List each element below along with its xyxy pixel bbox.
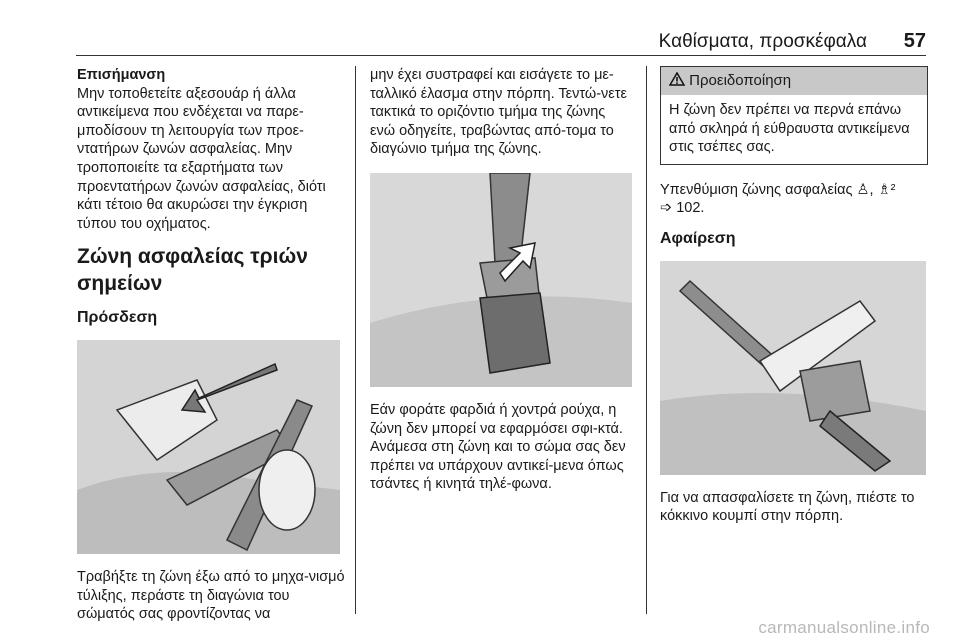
subsection-heading: Πρόσδεση (77, 309, 158, 327)
page-number: 57 (903, 30, 926, 52)
reminder-text: Υπενθύμιση ζώνης ασφαλείας (660, 181, 853, 198)
section-heading: Ζώνη ασφαλείας τριών σημείων (77, 245, 308, 296)
note-text: Μην τοποθετείτε αξεσουάρ ή άλλα αντικείμενα που ενδέχεται να παρε‐μποδίσουν τη λειτουργία των προε‐ντατήρων ζωνών ασφαλείας. Μην τροποποιείτε τα εξαρτήματα των προεντατήρων ζωνών ασφαλείας, διότι κάτι τέτοιο θα ακυρώσει την έγκριση τύπου του οχήματος. (77, 85, 326, 232)
warning-box (660, 66, 928, 165)
fastening-illustration (77, 340, 340, 554)
unfastening-illustration (660, 261, 926, 475)
unfastening-caption: Για να απασφαλίσετε τη ζώνη, πιέστε το κόκκινο κουμπί στην πόρπη. (660, 489, 915, 525)
column-middle (370, 66, 632, 494)
clothing-text: Εάν φοράτε φαρδιά ή χοντρά ρούχα, η ζώνη δεν μπορεί να εφαρμόσει σφι‐κτά. Ανάμεσα στη ζώνη και το σώμα σας δεν πρέπει να υπάρχουν αντικεί‐μενα όπως τσάντες ή κινητά τηλέ‐φωνα. (370, 401, 626, 493)
note-title: Επισήμανση (77, 67, 166, 83)
warning-header (661, 67, 927, 95)
buckle-illustration (370, 173, 632, 387)
page-reference-link[interactable]: 102. (676, 200, 705, 217)
seatbelt-reminder-rear-icon: ♗² (877, 181, 896, 198)
seatbelt-reminder-icon: ♙ (856, 181, 870, 198)
tightening-text: μην έχει συστραφεί και εισάγετε το με‐ταλλικό έλασμα στην πόρπη. Τεντώ‐νετε τακτικά το οριζόντιο τμήμα της ζώνης ενώ οδηγείτε, τραβώντας από‐τομα το διαγώνιο τμήμα της ζώνης. (370, 67, 627, 158)
warning-title: Προειδοποίηση (689, 72, 792, 89)
subsection-heading: Αφαίρεση (660, 229, 736, 247)
column-divider (646, 66, 647, 614)
warning-triangle-icon (669, 72, 685, 86)
page-reference-icon: ➩ (660, 200, 673, 217)
fastening-caption: Τραβήξτε τη ζώνη έξω από το μηχα‐νισμό τύλιξης, περάστε τη διαγώνια του σώματός σας φροντίζοντας να (77, 568, 345, 623)
header-title: Καθίσματα, προσκέφαλα (658, 31, 867, 52)
column-divider (355, 66, 356, 614)
header-rule (76, 55, 926, 56)
watermark: carmanualsonline.info (758, 618, 930, 637)
column-right (660, 66, 928, 526)
warning-text: Η ζώνη δεν πρέπει να περνά επάνω από σκληρά ή εύθραυστα αντικείμενα στις τσέπες σας. (669, 102, 910, 156)
column-left (77, 66, 347, 624)
reminder-line: Υπενθύμιση ζώνης ασφαλείας ♙, ♗² ➩ 102. (660, 181, 896, 217)
